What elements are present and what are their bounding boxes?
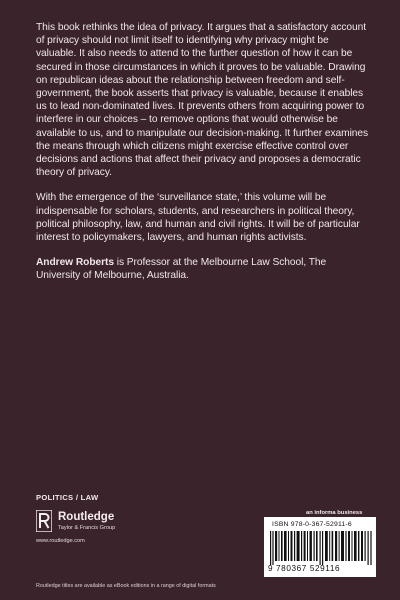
- publisher-subtitle: Taylor & Francis Group: [58, 525, 116, 531]
- author-bio-text: is Professor at the Melbourne Law School, The University of Melbourne, Australia.: [36, 257, 327, 282]
- blurb-paragraph-1: This book rethinks the idea of privacy. It argues that a satisfactory account of privacy should not limit itself to identifying why privacy might be valuable. It also needs to attend to the further question of how it can be secured in those circumstances in which it proves to be valuable. Drawing on republican ideas about the relationship between freedom and self-government, the book asserts that privacy is valuable, because it enables us to lead non-dominated lives. It prevents others from acquiring power to interfere in our choices – to remove options that would otherwise be available to us, and to manipulate our decision-making. It further examines the means through which citizens might exercise effective control over decisions and actions that affect their privacy and proposes a democratic theory of privacy.: [36, 22, 369, 179]
- back-cover-blurb: [36, 21, 371, 295]
- publisher-url: www.routledge.com: [36, 538, 85, 544]
- publisher-name: Routledge: [58, 511, 115, 523]
- routledge-r-logo-icon: [36, 510, 52, 532]
- barcode-number: 9 780367 529116: [268, 564, 341, 573]
- publisher-logo: [36, 510, 166, 548]
- ebook-footnote: Routledge titles are available as eBook editions in a range of digital formats: [36, 583, 216, 589]
- author-bio: [36, 256, 371, 282]
- informa-business-label: an informa business: [306, 510, 363, 516]
- blurb-paragraph-2: With the emergence of the ‘surveillance state,’ this volume will be indispensable for scholars, students, and researchers in political theory, political philosophy, law, and human and civil rights. It will be of particular interest to policymakers, lawyers, and human rights activists.: [36, 192, 360, 244]
- ean-barcode-icon: [270, 531, 372, 565]
- barcode-panel: [264, 517, 376, 577]
- author-name: Andrew Roberts: [36, 257, 114, 269]
- subject-category: POLITICS / LAW: [36, 493, 99, 502]
- isbn-text: ISBN 978-0-367-52911-6: [272, 521, 352, 528]
